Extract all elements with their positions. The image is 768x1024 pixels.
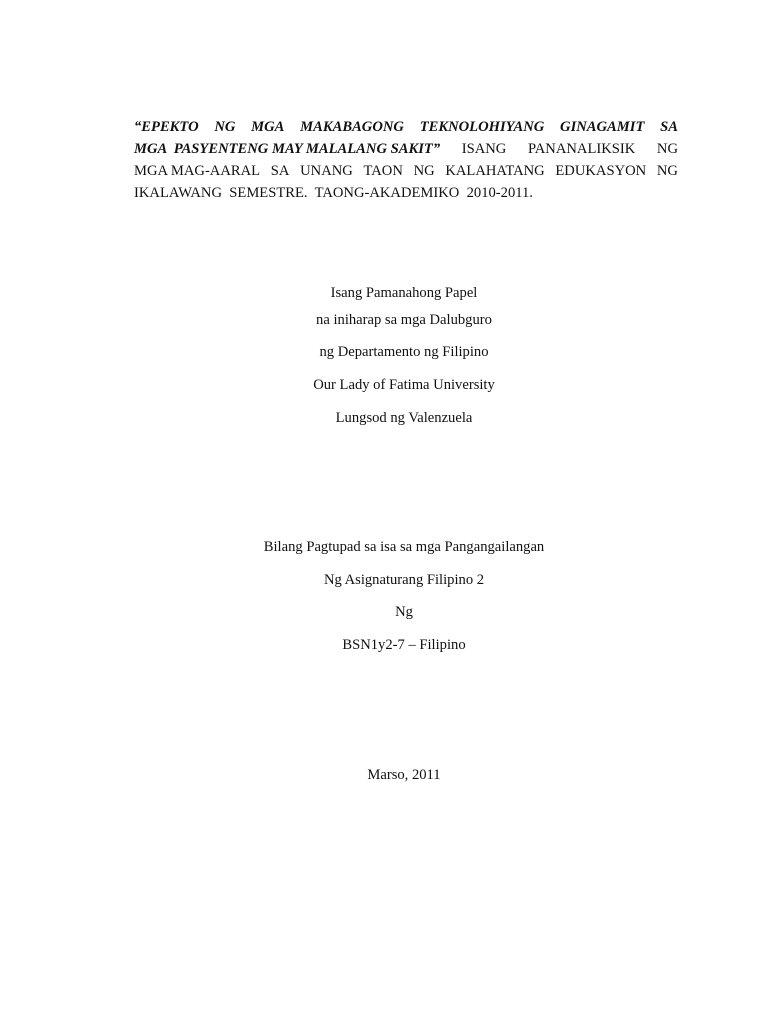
title-semester-line: IKALAWANG SEMESTRE. TAONG-AKADEMIKO 2010-2011. [134, 185, 533, 201]
document-date [0, 766, 768, 784]
submission-text: na iniharap sa mga Dalubguro [316, 312, 492, 328]
requirement-line-4 [0, 636, 768, 654]
title-word: SA [660, 119, 678, 135]
title-word: NG [413, 163, 435, 179]
requirement-text: Ng [395, 604, 413, 620]
university-name: Our Lady of Fatima University [313, 377, 495, 393]
title-line-1 [134, 116, 678, 138]
requirement-line-2 [0, 571, 768, 589]
title-line-3 [134, 160, 678, 182]
title-word: MAKABAGONG [300, 119, 404, 135]
submission-line-4 [0, 376, 768, 394]
section-name: BSN1y2-7 – Filipino [342, 637, 466, 653]
course-name: Ng Asignaturang Filipino 2 [323, 572, 485, 588]
date-text: Marso, 2011 [367, 767, 441, 783]
requirement-text: Bilang Pagtupad sa isa sa mga Pangangailangan [263, 539, 545, 555]
submission-text: ng Departamento ng Filipino [319, 344, 489, 360]
title-word: GINAGAMIT [560, 119, 645, 135]
title-word: “EPEKTO [134, 119, 199, 135]
submission-line-3 [0, 343, 768, 361]
title-word: PANANALIKSIK [527, 141, 636, 157]
submission-line-1 [0, 284, 768, 302]
submission-text: Isang Pamanahong Papel [330, 285, 478, 301]
title-word: UNANG [300, 163, 353, 179]
requirement-line-1 [0, 538, 768, 556]
city-name: Lungsod ng Valenzuela [335, 410, 473, 426]
title-line-2 [134, 138, 678, 160]
title-word: KALAHATANG [445, 163, 545, 179]
submission-line-5 [0, 409, 768, 427]
title-word: EDUKASYON [555, 163, 647, 179]
title-word: NG [656, 163, 678, 179]
title-italic-part: MGA PASYENTENG MAY MALALANG SAKIT” [134, 141, 441, 157]
title-word: TEKNOLOHIYANG [419, 119, 545, 135]
title-word: MGA [251, 119, 285, 135]
submission-line-2 [0, 311, 768, 329]
research-title [134, 116, 678, 204]
title-word: SA [270, 163, 290, 179]
title-word: MGA MAG-AARAL [134, 163, 261, 179]
title-word: NG [214, 119, 236, 135]
title-word: TAON [363, 163, 403, 179]
title-line-4 [134, 182, 678, 204]
requirement-line-3 [0, 603, 768, 621]
title-word: ISANG [461, 141, 507, 157]
title-word: NG [656, 141, 678, 157]
